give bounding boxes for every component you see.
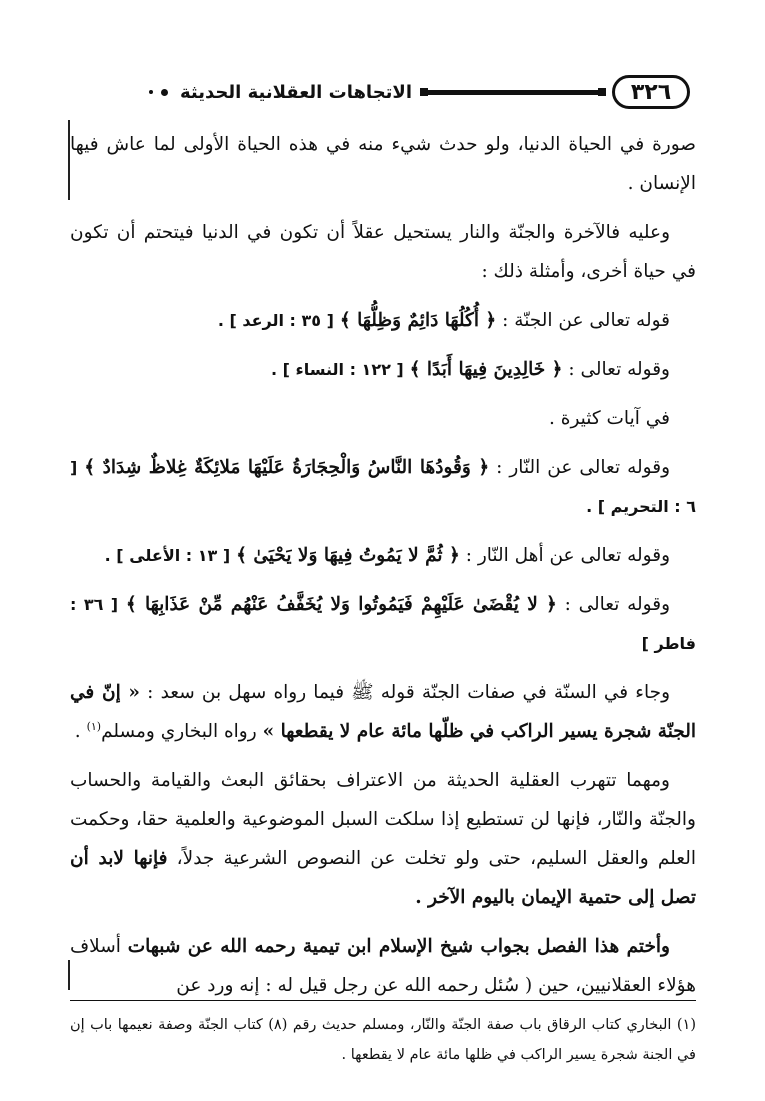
- paragraph-text: صورة في الحياة الدنيا، ولو حدث شيء منه في هذه الحياة الأولى لما عاش فيها الإنسان .: [70, 134, 696, 194]
- quran-verse: ﴿ خَالِدِينَ فِيهَا أَبَدًا ﴾: [409, 359, 563, 380]
- quran-citation: [70, 585, 696, 663]
- quran-citation: [70, 350, 696, 389]
- verse-reference: [ ٣٦ : فاطر ]: [70, 595, 696, 653]
- citation-lead: وقوله تعالى عن النّار :: [496, 457, 670, 478]
- citation-lead: وقوله تعالى :: [564, 594, 671, 615]
- paragraph: [70, 927, 696, 1005]
- paragraph: [70, 761, 696, 917]
- hadith-source: رواه البخاري ومسلم: [101, 721, 257, 742]
- quran-verse: ﴿ ثُمَّ لا يَمُوتُ فِيهَا وَلا يَحْيَىٰ ﴾: [236, 545, 460, 566]
- page-number: ٣٢٦: [612, 75, 690, 109]
- paragraph-text: في آيات كثيرة .: [549, 408, 670, 429]
- quran-verse: ﴿ وَقُودُهَا النَّاسُ وَالْحِجَارَةُ عَلَيْهَا مَلائِكَةٌ غِلاظٌ شِدَادٌ ﴾: [84, 457, 490, 478]
- paragraph-text: أسلاف هؤلاء العقلانيين، حين ( سُئل رحمه الله عن رجل قيل له : إنه ورد عن: [70, 936, 696, 996]
- hadith-citation: وجاء في السنّة في صفات الجنّة قوله ﷺ فيما رواه سهل بن سعد : « إنّ في الجنّة شجرة يسير الراكب في ظلّها مائة عام لا يقطعها » رواه البخاري ومسلم$^{(١)}$ .: [70, 682, 696, 742]
- rule-square: [598, 88, 606, 96]
- quran-verse: ﴿ أُكُلُهَا دَائِمٌ وَظِلُّهَا ﴾: [339, 310, 497, 331]
- verse-reference: [ ٦ : التحريم ] .: [70, 458, 696, 516]
- verse-reference: [ ١٣ : الأعلى ] .: [104, 546, 231, 565]
- paragraph: [70, 125, 696, 203]
- citation-lead: وجاء في السنّة في صفات الجنّة قوله ﷺ فيما رواه سهل بن سعد :: [147, 682, 671, 703]
- main-text: [70, 125, 696, 1015]
- citation-lead: قوله تعالى عن الجنّة :: [502, 310, 670, 331]
- quran-citation: [70, 536, 696, 575]
- footnotes: [70, 1010, 696, 1070]
- paragraph-text: ومهما تتهرب العقلية الحديثة من الاعتراف بحقائق البعث والقيامة والحساب والجنّة والنّار، فإنها لن تستطيع إذا سلكت السبل الموضوعية والعلمية حقا، وحكمت العلم والعقل السليم، حتى ولو تخلت عن النصوص الشرعية جدلاً،: [70, 770, 696, 869]
- header-dot: [149, 90, 153, 94]
- quran-citation: [70, 301, 696, 340]
- paragraph-text: وعليه فالآخرة والجنّة والنار يستحيل عقلاً أن تكون في الدنيا فيتحتم أن تكون في حياة أخرى، وأمثلة ذلك :: [70, 222, 696, 282]
- paragraph-emphasis: فإنها لابد أن تصل إلى حتمية الإيمان باليوم الآخر .: [70, 848, 696, 908]
- quran-citation: [70, 448, 696, 526]
- paragraph: [70, 213, 696, 291]
- quran-verse: ﴿ لا يُقْضَىٰ عَلَيْهِمْ فَيَمُوتُوا وَلا يُخَفَّفُ عَنْهُم مِّنْ عَذَابِهَا ﴾: [125, 594, 557, 615]
- header-rule: [428, 90, 598, 95]
- verse-reference: [ ١٢٢ : النساء ] .: [270, 360, 404, 379]
- footnote: (١) البخاري كتاب الرقاق باب صفة الجنّة والنّار، ومسلم حديث رقم (٨) كتاب الجنّة وصفة نعيمها باب إن في الجنة شجرة يسير الراكب في ظلها مائة عام لا يقطعها .: [70, 1017, 696, 1063]
- verse-reference: [ ٣٥ : الرعد ] .: [217, 311, 334, 330]
- paragraph-emphasis: وأختم هذا الفصل بجواب شيخ الإسلام ابن تيمية رحمه الله عن شبهات: [127, 936, 670, 957]
- footnote-marker[interactable]: (١): [86, 719, 102, 733]
- citation-lead: وقوله تعالى :: [568, 359, 670, 380]
- hadith-text: « إنّ في الجنّة شجرة يسير الراكب في ظلّها مائة عام لا يقطعها »: [70, 682, 696, 742]
- rule-square: [420, 88, 428, 96]
- header-dot: [161, 89, 168, 96]
- citation-lead: وقوله تعالى عن أهل النّار :: [465, 545, 670, 566]
- page-header: [50, 72, 690, 112]
- paragraph: [70, 399, 696, 438]
- running-title: الاتجاهات العقلانية الحديثة: [180, 81, 412, 103]
- footnote-separator: [70, 1000, 696, 1001]
